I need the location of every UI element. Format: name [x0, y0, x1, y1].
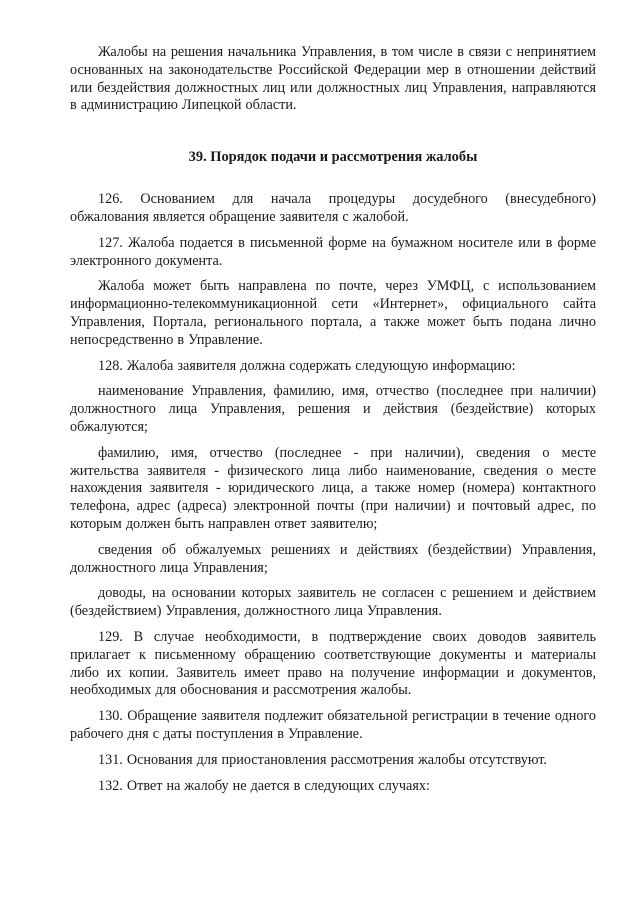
paragraph-128-item-arguments: доводы, на основании которых заявитель не согласен с решением и действием (бездействием) Управления, должностного лица Управления. — [70, 585, 596, 620]
paragraph-128-item-name: наименование Управления, фамилию, имя, отчество (последнее при наличии) должностного лица Управления, решения и действия (бездействие) которых обжалуются; — [70, 383, 596, 435]
paragraph-126: 126. Основанием для начала процедуры досудебного (внесудебного) обжалования является обращение заявителя с жалобой. — [70, 191, 596, 225]
intro-paragraph: Жалобы на решения начальника Управления, в том числе в связи с непринятием основанных на законодательстве Российской Федерации мер в отношении действий или бездействия должностных лиц или должностных лиц Управления, направляются в администрацию Липецкой области. — [70, 44, 596, 114]
section-title: 39. Порядок подачи и рассмотрения жалобы — [188, 149, 478, 166]
paragraph-128-item-contacts: фамилию, имя, отчество (последнее - при наличии), сведения о месте жительства заявителя - физического лица либо наименование, сведения о месте нахождения заявителя - юридического лица, а также номер (номера) контактного телефона, адрес (адреса) электронной почты (при наличии) и почтовый адрес, по которым должен быть направлен ответ заявителю; — [70, 444, 596, 532]
paragraph-130: 130. Обращение заявителя подлежит обязательной регистрации в течение одного рабочего дня с даты поступления в Управление. — [70, 708, 596, 742]
paragraph-128: 128. Жалоба заявителя должна содержать следующую информацию: — [98, 357, 516, 374]
paragraph-132: 132. Ответ на жалобу не дается в следующих случаях: — [98, 777, 430, 794]
paragraph-128-item-decisions: сведения об обжалуемых решениях и действиях (бездействии) Управления, должностного лица Управления; — [70, 541, 596, 576]
paragraph-129: 129. В случае необходимости, в подтверждение своих доводов заявитель прилагает к письменному обращению соответствующие документы и материалы либо их копии. Заявитель имеет право на получение информации и документов, необходимых для обоснования и рассмотрения жалобы. — [70, 628, 596, 699]
paragraph-127: 127. Жалоба подается в письменной форме на бумажном носителе или в форме электронного документа. — [70, 234, 596, 269]
paragraph-127-delivery: Жалоба может быть направлена по почте, через УМФЦ, с использованием информационно-телекоммуникационной сети «Интернет», официального сайта Управления, Портала, регионального портала, а также может быть подана лично непосредственно в Управление. — [70, 278, 596, 348]
paragraph-131: 131. Основания для приостановления рассмотрения жалобы отсутствуют. — [98, 751, 547, 768]
